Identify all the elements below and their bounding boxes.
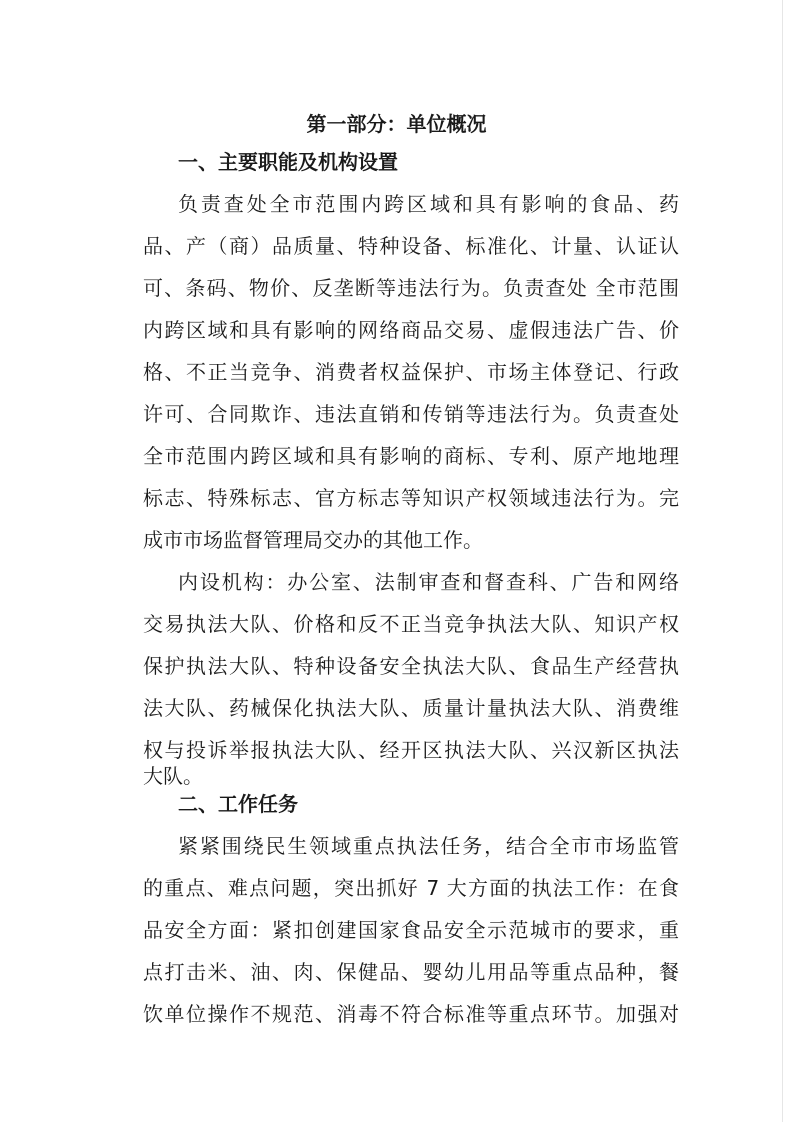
paragraph-line: 大队。 [143, 764, 203, 788]
paragraph-line: 品、产（商）品质量、特种设备、标准化、计量、认证认 [143, 234, 679, 258]
page-title: 第一部分：单位概况 [306, 112, 487, 136]
paragraph-line: 法大队、药械保化执法大队、质量计量执法大队、消费维 [143, 696, 679, 720]
paragraph-line: 全市范围内跨区域和具有影响的商标、专利、原产地地理 [143, 444, 679, 468]
paragraph-line: 标志、特殊标志、官方标志等知识产权领域违法行为。完 [143, 486, 679, 510]
paragraph-line: 权与投诉举报执法大队、经开区执法大队、兴汉新区执法 [143, 738, 679, 762]
paragraph-line: 格、不正当竞争、消费者权益保护、市场主体登记、行政 [143, 360, 679, 384]
paragraph-line: 品安全方面：紧扣创建国家食品安全示范城市的要求，重 [143, 918, 679, 942]
paragraph-line: 内跨区域和具有影响的网络商品交易、虚假违法广告、价 [143, 318, 679, 342]
paragraph-line: 点打击米、油、肉、保健品、婴幼儿用品等重点品种，餐 [143, 960, 679, 984]
paragraph-line: 交易执法大队、价格和反不正当竞争执法大队、知识产权 [143, 612, 679, 636]
paragraph-line: 许可、合同欺诈、违法直销和传销等违法行为。负责查处 [143, 402, 679, 426]
paragraph-line: 紧紧围绕民生领域重点执法任务，结合全市市场监管 [178, 834, 679, 858]
paragraph-line: 负责查处全市范围内跨区域和具有影响的食品、药 [178, 192, 679, 216]
paragraph-line: 饮单位操作不规范、消毒不符合标准等重点环节。加强对 [143, 1002, 679, 1026]
section-heading-functions: 一、主要职能及机构设置 [178, 150, 398, 174]
paragraph-line: 内设机构：办公室、法制审查和督查科、广告和网络 [178, 570, 679, 594]
paragraph-line: 可、条码、物价、反垄断等违法行为。负责查处 全市范围 [143, 276, 679, 300]
scan-edge-line [782, 0, 783, 1122]
section-heading-tasks: 二、工作任务 [178, 792, 298, 816]
paragraph-line: 成市市场监督管理局交办的其他工作。 [143, 528, 483, 552]
paragraph-line: 的重点、难点问题，突出抓好 7 大方面的执法工作：在食 [143, 876, 679, 900]
paragraph-line: 保护执法大队、特种设备安全执法大队、食品生产经营执 [143, 654, 679, 678]
